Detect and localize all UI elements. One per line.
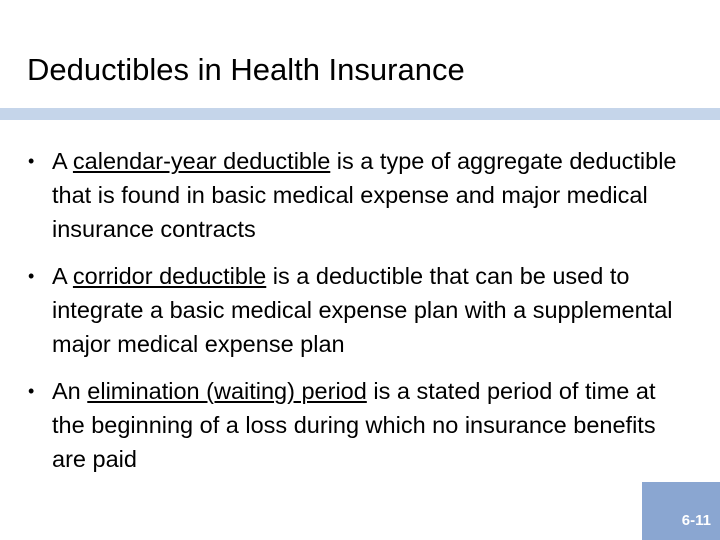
bullet-elimination-period [28,374,688,476]
page-number: 6-11 [681,512,711,529]
bullet-marker: • [28,151,35,171]
bullet-marker: • [28,266,35,286]
slide-title: Deductibles in Health Insurance [27,52,465,87]
bullet-text: is a type of aggregate deductible that is found in basic medical expense and major medical insurance contracts [52,148,677,242]
bullet-calendar-year-deductible [28,144,688,246]
bullet-marker: • [28,381,35,401]
title-area [0,0,720,108]
term-elimination-period: elimination (waiting) period [87,378,367,404]
term-calendar-year-deductible: calendar-year deductible [72,148,331,174]
term-corridor-deductible: corridor deductible [72,263,267,289]
bullet-prefix: A [52,263,73,289]
title-rule [0,108,720,120]
bullet-prefix: A [52,148,73,174]
bullet-text: is a deductible that can be used to integrate a basic medical expense plan with a supplemental major medical expense plan [52,263,673,357]
page-number-box [642,482,720,540]
slide-content [28,144,688,489]
bullet-text: is a stated period of time at the beginning of a loss during which no insurance benefits are paid [52,378,656,472]
bullet-prefix: An [52,378,88,404]
bullet-list [28,144,688,476]
bullet-corridor-deductible [28,259,688,361]
